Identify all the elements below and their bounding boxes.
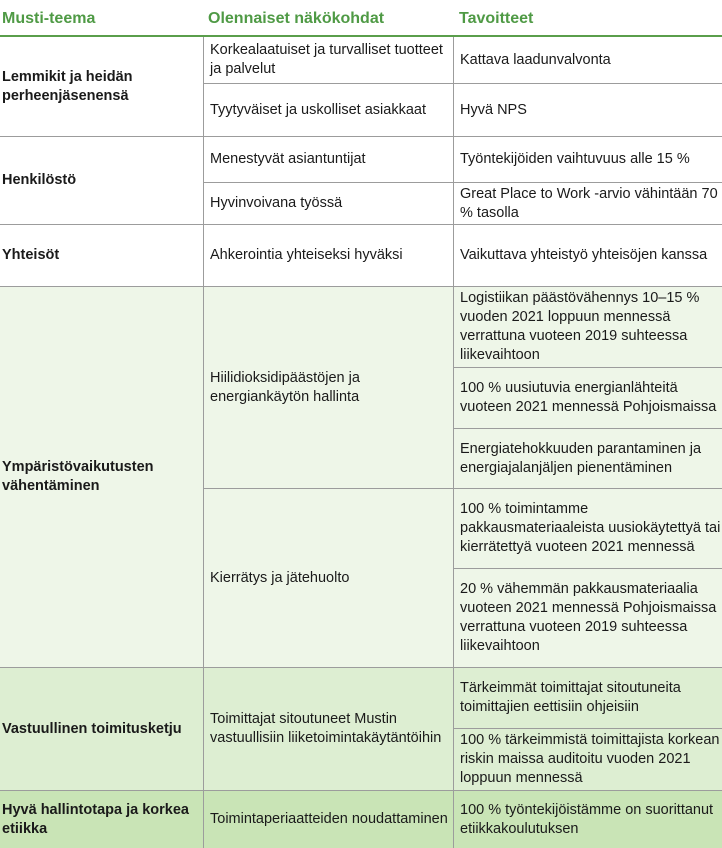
aspect-cell: Korkealaatuiset ja turvalliset tuotteet ja palvelut bbox=[203, 37, 453, 83]
header-aspects: Olennaiset näkökohdat bbox=[208, 10, 385, 27]
theme-cell: Henkilöstö bbox=[2, 172, 77, 188]
aspect-cell: Toimintaperiaatteiden noudattaminen bbox=[203, 791, 453, 848]
goal-cell: Energiatehokkuuden parantaminen ja energiajalanjäljen pienentäminen bbox=[453, 429, 722, 488]
row-group-pets bbox=[0, 37, 722, 136]
row-group-governance bbox=[0, 790, 722, 848]
goal-cell: Tärkeimmät toimittajat sitoutuneita toimittajien eettisiin ohjeisiin bbox=[453, 668, 722, 728]
goal-cell: Kattava laadunvalvonta bbox=[453, 37, 722, 83]
goal-cell: 100 % työntekijöistämme on suorittanut etiikkakoulutuksen bbox=[453, 791, 722, 848]
table-header bbox=[0, 0, 722, 37]
theme-cell: Lemmikit ja heidän perheenjäsenensä bbox=[2, 68, 133, 104]
row-group-communities bbox=[0, 224, 722, 286]
aspect-cell: Hiilidioksidipäästöjen ja energiankäytön hallinta bbox=[203, 287, 453, 488]
goal-cell: 100 % toimintamme pakkausmateriaaleista uusiokäytettyä tai kierrätettyä vuoteen 2021 mennessä bbox=[453, 489, 722, 568]
row-group-environment bbox=[0, 286, 722, 667]
header-goals: Tavoitteet bbox=[459, 10, 534, 27]
header-theme: Musti-teema bbox=[2, 10, 96, 27]
goal-cell: 100 % uusiutuvia energianlähteitä vuoteen 2021 mennessä Pohjoismaissa bbox=[453, 368, 722, 428]
goal-cell: Logistiikan päästövähennys 10–15 % vuoden 2021 loppuun mennessä verrattuna vuoteen 2019 suhteessa liikevaihtoon bbox=[453, 287, 722, 367]
theme-cell: Vastuullinen toimitusketju bbox=[2, 720, 182, 737]
aspect-cell: Hyvinvoivana työssä bbox=[203, 183, 453, 224]
aspect-cell: Menestyvät asiantuntijat bbox=[203, 137, 453, 182]
aspect-cell: Ahkerointia yhteiseksi hyväksi bbox=[203, 225, 453, 286]
goal-cell: Hyvä NPS bbox=[453, 84, 722, 136]
goal-cell: 20 % vähemmän pakkausmateriaalia vuoteen 2021 mennessä Pohjoismaissa verrattuna vuoteen 2019 suhteessa liikevaihtoon bbox=[453, 569, 722, 667]
theme-cell: Ympäristövaikutusten vähentäminen bbox=[2, 459, 154, 494]
aspect-cell: Toimittajat sitoutuneet Mustin vastuullisiin liiketoimintakäytäntöihin bbox=[203, 668, 453, 790]
aspect-cell: Kierrätys ja jätehuolto bbox=[203, 489, 453, 667]
theme-cell: Yhteisöt bbox=[2, 247, 60, 263]
goal-cell: Työntekijöiden vaihtuvuus alle 15 % bbox=[453, 137, 722, 182]
row-group-supply-chain bbox=[0, 667, 722, 790]
theme-cell: Hyvä hallintotapa ja korkea etiikka bbox=[2, 801, 189, 837]
goal-cell: Vaikuttava yhteistyö yhteisöjen kanssa bbox=[453, 225, 722, 286]
row-group-personnel bbox=[0, 136, 722, 224]
goal-cell: Great Place to Work -arvio vähintään 70 % tasolla bbox=[453, 183, 722, 224]
goal-cell: 100 % tärkeimmistä toimittajista korkean riskin maissa auditoitu vuoden 2021 loppuun mennessä bbox=[453, 729, 722, 790]
aspect-cell: Tyytyväiset ja uskolliset asiakkaat bbox=[203, 84, 453, 136]
